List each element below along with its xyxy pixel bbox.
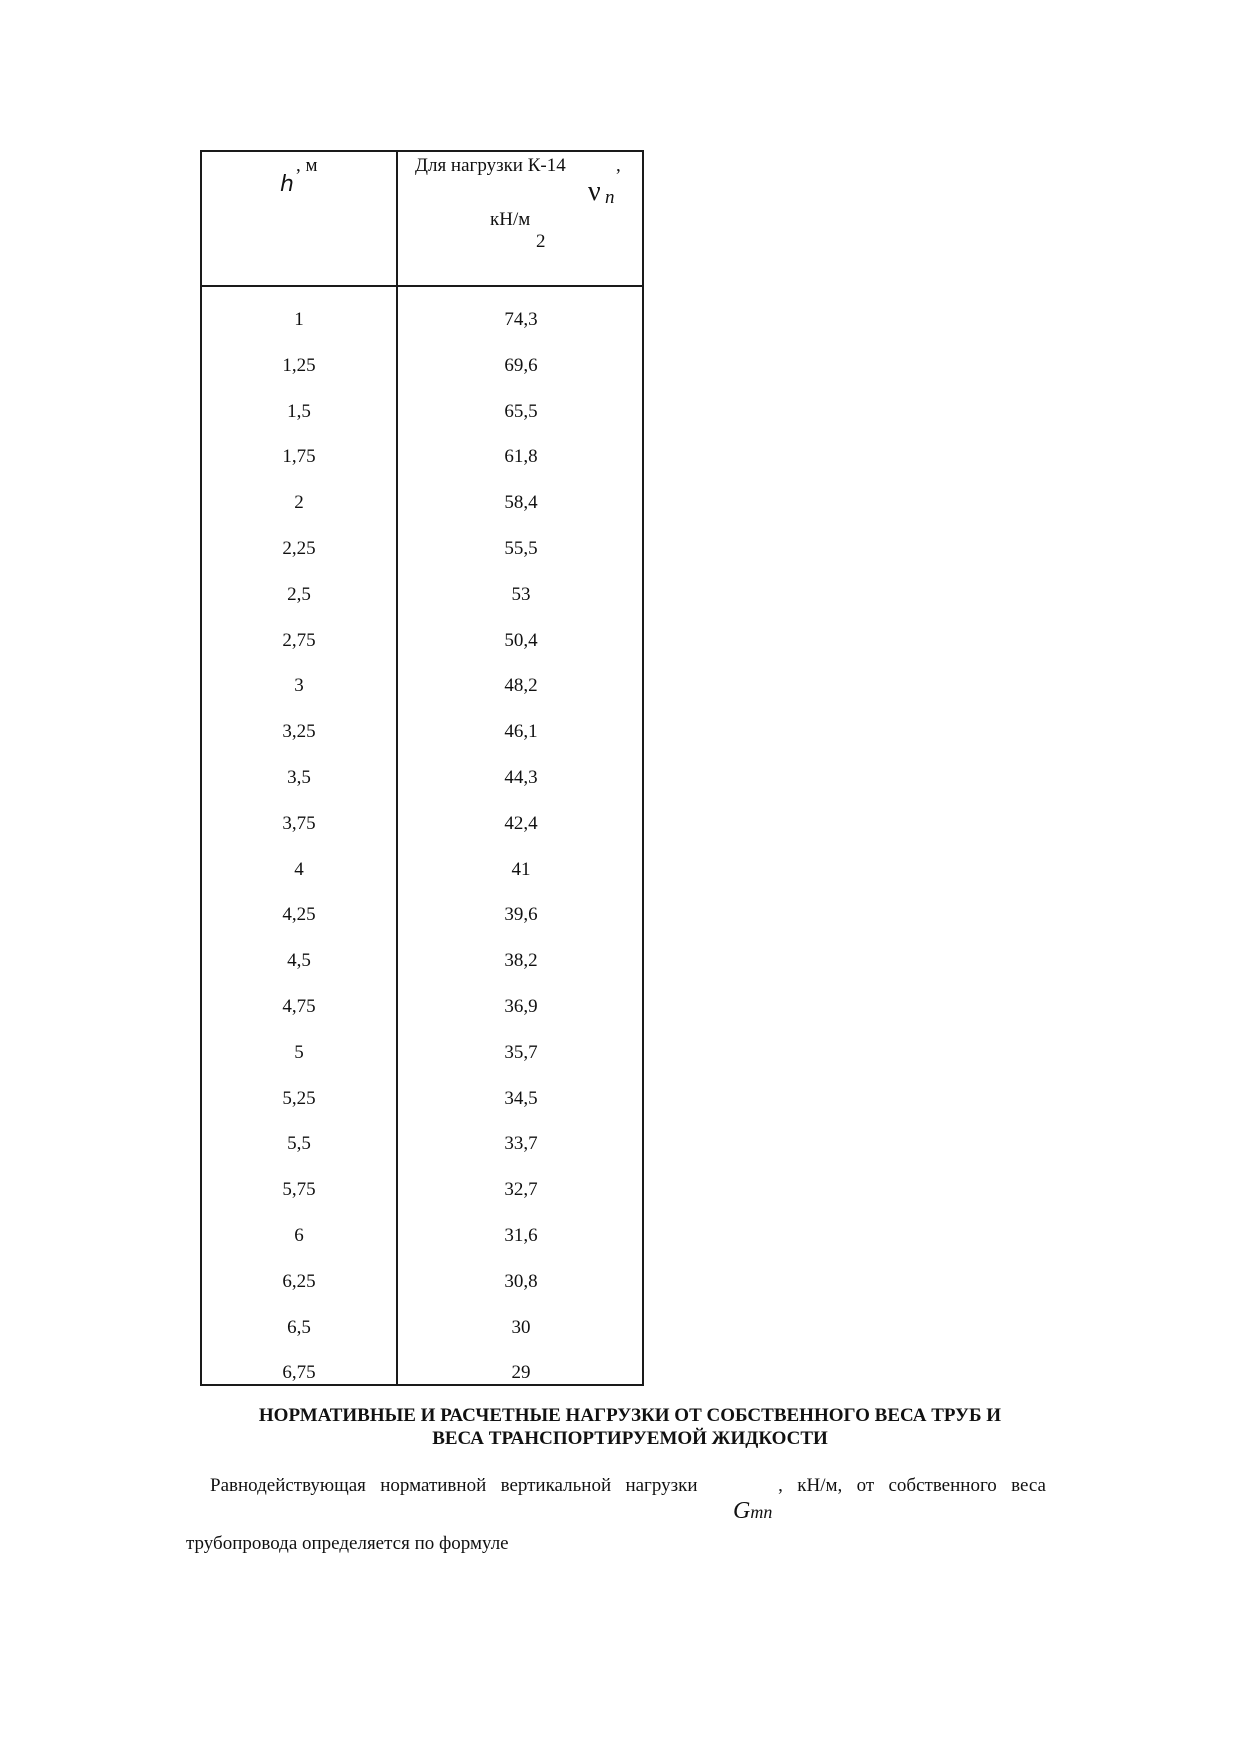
load-value-cell: 41 (511, 858, 531, 880)
table-row (202, 402, 642, 448)
table-row (202, 539, 642, 585)
table-row (202, 1043, 642, 1089)
table-row (202, 676, 642, 722)
paragraph-line: трубопровода определяется по формуле (186, 1533, 509, 1554)
depth-cell: 4 (294, 858, 304, 880)
load-value-cell: 34,5 (504, 1087, 538, 1109)
depth-cell: 4,5 (287, 950, 311, 972)
paragraph-word: вертикальной (500, 1475, 612, 1496)
load-value-cell: 31,6 (504, 1224, 538, 1246)
header-nu-symbol: ν (588, 176, 601, 207)
load-value-cell: 74,3 (504, 309, 538, 330)
depth-cell: 6 (294, 1224, 304, 1246)
load-value-cell: 38,2 (504, 950, 538, 972)
table-row (202, 814, 642, 860)
depth-cell: 3,25 (282, 721, 316, 743)
load-value-cell: 35,7 (504, 1041, 538, 1063)
load-value-cell: 61,8 (504, 446, 538, 468)
load-value-cell: 46,1 (504, 721, 538, 743)
header-h-symbol: h (280, 172, 294, 197)
load-value-cell: 53 (511, 583, 531, 605)
depth-cell: 2,25 (282, 537, 316, 559)
depth-cell: 3 (294, 675, 304, 697)
table-body (202, 310, 642, 1409)
paragraph-word: нагрузки (625, 1475, 698, 1496)
section-title (190, 1404, 1070, 1450)
load-value-cell: 39,6 (504, 904, 538, 926)
load-value-cell: 30,8 (504, 1270, 538, 1292)
table-row (202, 951, 642, 997)
table-row (202, 310, 642, 356)
table-row (202, 1272, 642, 1318)
load-value-cell: 48,2 (504, 675, 538, 697)
depth-cell: 2,75 (282, 629, 316, 651)
paragraph-line (210, 1475, 1046, 1497)
header-divider (202, 285, 642, 287)
depth-cell: 6,25 (282, 1270, 316, 1292)
header-h-unit: , м (296, 155, 318, 176)
formula-gap (712, 1475, 764, 1497)
load-value-cell: 42,4 (504, 812, 538, 834)
depth-cell: 5,5 (287, 1133, 311, 1155)
header-load-label: Для нагрузки К-14 (415, 155, 566, 176)
table-row (202, 493, 642, 539)
load-table (200, 150, 644, 1386)
header-nu-subscript: n (605, 187, 615, 208)
load-value-cell: 50,4 (504, 629, 538, 651)
table-row (202, 1180, 642, 1226)
formula-subscript: mn (750, 1502, 773, 1522)
depth-cell: 4,75 (282, 995, 316, 1017)
depth-cell: 5 (294, 1041, 304, 1063)
load-value-cell: 36,9 (504, 995, 538, 1017)
depth-cell: 5,25 (282, 1087, 316, 1109)
load-value-cell: 30 (511, 1316, 531, 1338)
depth-cell: 3,75 (282, 812, 316, 834)
depth-cell: 5,75 (282, 1179, 316, 1201)
table-row (202, 356, 642, 402)
table-row (202, 722, 642, 768)
table-row (202, 631, 642, 677)
load-value-cell: 69,6 (504, 354, 538, 376)
table-row (202, 1226, 642, 1272)
formula-symbol (733, 1498, 772, 1525)
table-row (202, 1134, 642, 1180)
table-row (202, 1363, 642, 1409)
paragraph-word: веса (1011, 1475, 1046, 1496)
paragraph-word: Равнодействующая (210, 1475, 366, 1496)
depth-cell: 1,25 (282, 354, 316, 376)
header-load-unit-power: 2 (536, 231, 546, 252)
load-value-cell: 33,7 (504, 1133, 538, 1155)
formula-letter: G (733, 1498, 751, 1524)
paragraph-word: от (856, 1475, 875, 1496)
depth-cell: 1,75 (282, 446, 316, 468)
paragraph-word: , (778, 1475, 783, 1496)
load-value-cell: 44,3 (504, 766, 538, 788)
depth-cell: 6,75 (282, 1362, 316, 1384)
table-row (202, 1089, 642, 1135)
table-row (202, 997, 642, 1043)
paragraph-word: собственного (888, 1475, 997, 1496)
header-load-comma: , (616, 155, 621, 176)
depth-cell: 4,25 (282, 904, 316, 926)
depth-cell: 6,5 (287, 1316, 311, 1338)
table-row (202, 768, 642, 814)
table-row (202, 860, 642, 906)
table-row (202, 1318, 642, 1364)
depth-cell: 1 (294, 309, 304, 330)
load-value-cell: 32,7 (504, 1179, 538, 1201)
section-title-line: ВЕСА ТРАНСПОРТИРУЕМОЙ ЖИДКОСТИ (432, 1428, 828, 1449)
load-value-cell: 29 (511, 1362, 531, 1384)
depth-cell: 2,5 (287, 583, 311, 605)
paragraph-word: кН/м, (797, 1475, 843, 1496)
load-value-cell: 65,5 (504, 400, 538, 422)
depth-cell: 1,5 (287, 400, 311, 422)
table-row (202, 585, 642, 631)
table-row (202, 447, 642, 493)
header-load-unit: кН/м (490, 209, 531, 230)
load-value-cell: 55,5 (504, 537, 538, 559)
depth-cell: 2 (294, 492, 304, 514)
section-title-line: НОРМАТИВНЫЕ И РАСЧЕТНЫЕ НАГРУЗКИ ОТ СОБСТВЕННОГО ВЕСА ТРУБ И (258, 1405, 1002, 1426)
paragraph-word: нормативной (380, 1475, 487, 1496)
depth-cell: 3,5 (287, 766, 311, 788)
load-value-cell: 58,4 (504, 492, 538, 514)
table-row (202, 905, 642, 951)
